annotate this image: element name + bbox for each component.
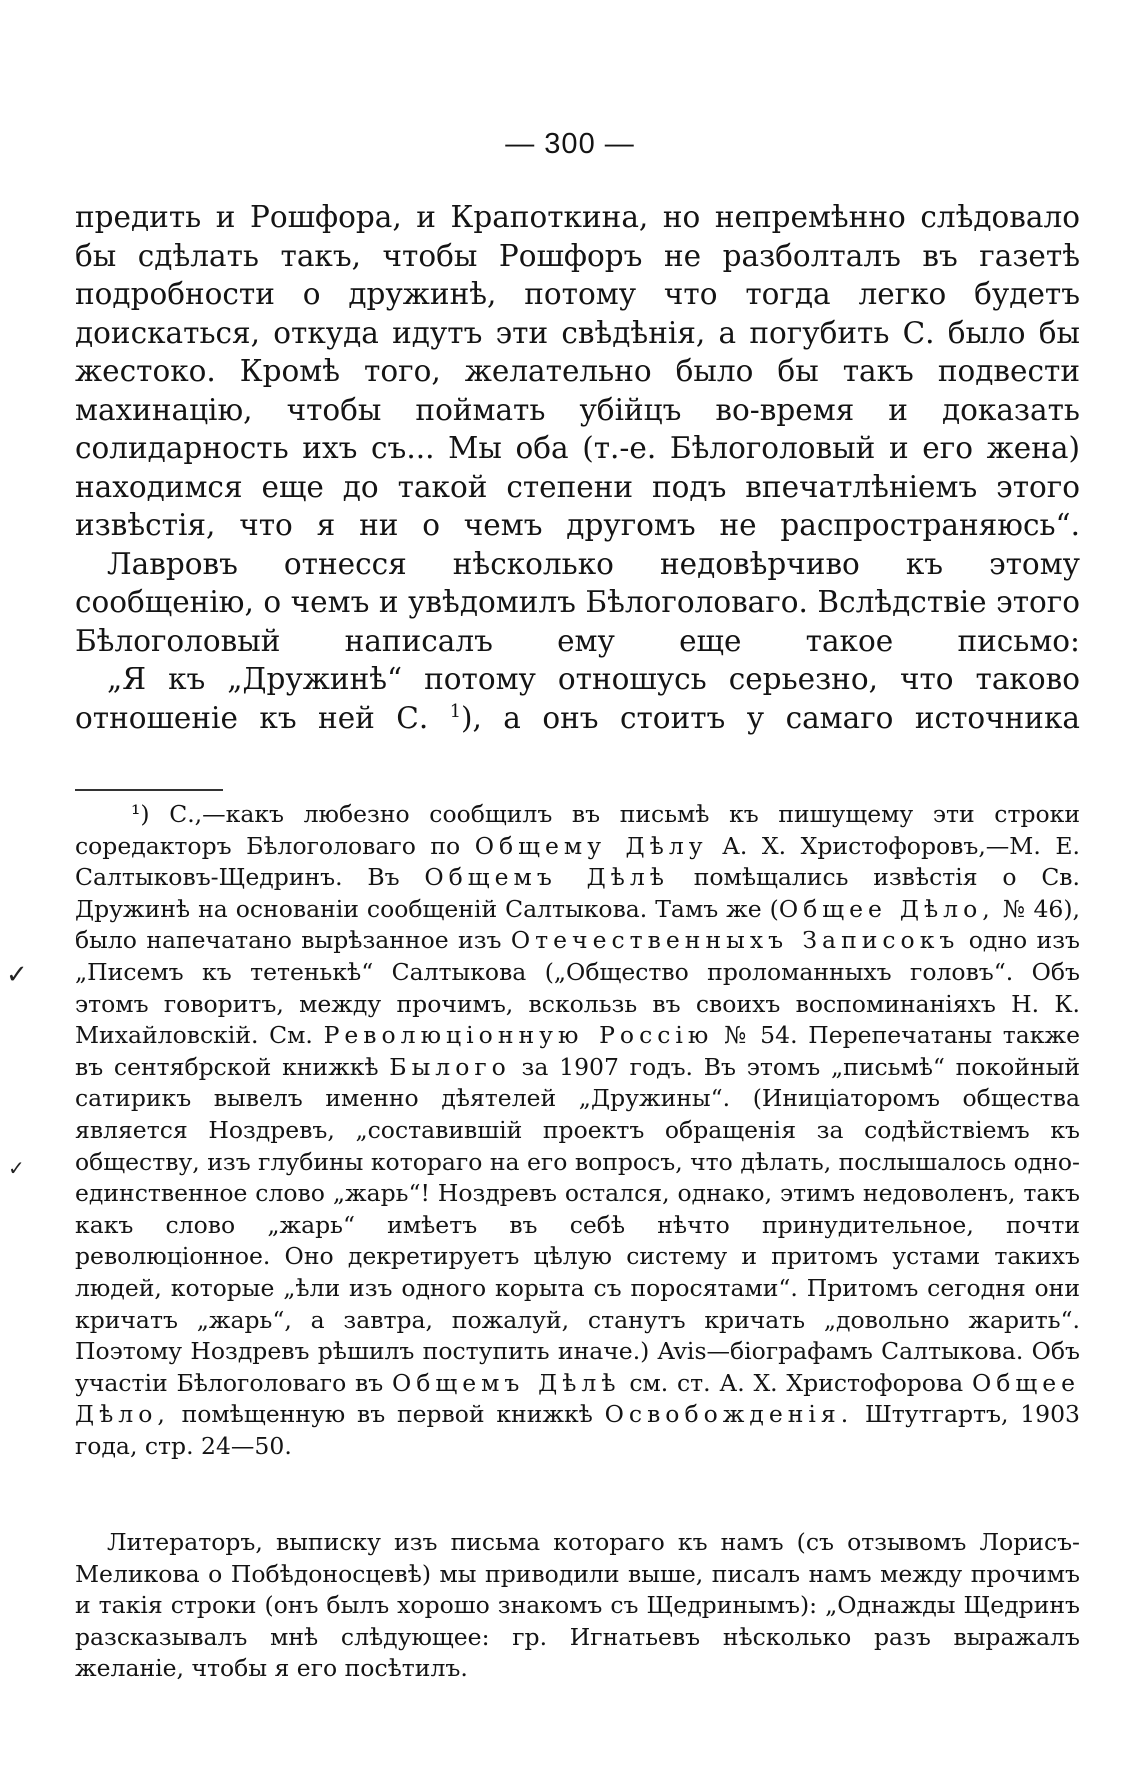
footnote-divider bbox=[75, 789, 223, 791]
footnote-text: за 1907 годъ. Въ этомъ „письмѣ“ покойный сатирикъ вывелъ именно дѣятелей „Дружины“. (Иниціаторомъ общества является Ноздревъ, „составившій проектъ обращенія за содѣйствіемъ къ обществу, изъ глубины котораго на его вопросъ, что дѣлать, послышалось одно-единственное слово „жарь“! Ноздревъ остался, однако, этимъ недоволенъ, такъ какъ слово „жарь“ имѣетъ въ себѣ нѣчто принудительное, почти революціонное. Оно декретируетъ цѣлую систему и притомъ устами такихъ людей, которые „ѣли изъ одного корыта съ поросятами“. Притомъ сегодня они кричатъ „жарь“, а завтра, пожалуй, станутъ кричать „довольно жарить“. Поэтому Ноздревъ рѣшилъ поступить иначе.) Avis—біографамъ Салтыкова. Объ участіи Бѣлоголоваго въ bbox=[75, 1052, 1080, 1397]
margin-checkmark-icon: ✓ bbox=[6, 960, 28, 990]
main-text bbox=[75, 198, 1080, 737]
paragraph-1: предить и Рошфора, и Крапоткина, но непремѣнно слѣдовало бы сдѣлать такъ, чтобы Рошфоръ не разболталъ въ газетѣ подробности о дружинѣ, потому что тогда легко будетъ доискаться, откуда идутъ эти свѣдѣнія, а погубить С. было бы жестоко. Кромѣ того, желательно было бы такъ подвести махинацію, чтобы поймать убійцъ во-время и доказать солидарность ихъ съ... Мы оба (т.-е. Бѣлоголовый и его жена) находимся еще до такой степени подъ впечатлѣніемъ этого извѣстія, что я ни о чемъ другомъ не распространяюсь“. bbox=[75, 200, 1080, 542]
footnote-text: С.,—какъ любезно сообщилъ въ письмѣ къ пишущему эти строки соредакторъ Бѣлоголоваго по bbox=[75, 800, 1080, 860]
paragraph-2: Лавровъ отнесся нѣсколько недовѣрчиво къ этому сообщенію, о чемъ и увѣдомилъ Бѣлоголоваго. Вслѣдствіе этого Бѣлоголовый написалъ ему еще такое письмо: bbox=[75, 546, 1080, 658]
footnote-spaced-title: Общемъ Дѣлѣ bbox=[424, 863, 669, 892]
footnote-text: А. Х. Христофоровъ,—М. Е. Салтыковъ-Щедринъ. Въ bbox=[75, 831, 1080, 892]
footnote-spaced-title: Освобожденія. bbox=[604, 1400, 854, 1429]
footnote-text: помѣщались извѣстія о Св. Дружинѣ на основаніи сообщеній Салтыкова. Тамъ же ( bbox=[75, 863, 1080, 923]
footnote-spaced-title: Общее Дѣло, bbox=[778, 894, 995, 923]
footnote-spaced-title: Общее Дѣло, bbox=[75, 1368, 1081, 1429]
margin-checkmark-icon: ✓ bbox=[8, 1156, 25, 1180]
footnote-text: одно изъ „Писемъ къ тетенькѣ“ Салтыкова („Общество проломанныхъ головъ“. Объ этомъ говоритъ, между прочимъ, вскользь въ своихъ воспоминаніяхъ Н. К. Михайловскій. См. bbox=[75, 926, 1080, 1050]
footnote-text: № 54. Перепечатаны также въ сентябрской книжкѣ bbox=[75, 1021, 1080, 1081]
footnote-text: № 46), было напечатано вырѣзанное изъ bbox=[75, 894, 1080, 955]
paragraph-3-text-cont: ), а онъ стоитъ у самаго источника bbox=[460, 700, 1080, 735]
footnote-reference[interactable]: 1 bbox=[449, 701, 461, 722]
footnote-spaced-title: Революціонную Россію bbox=[323, 1021, 714, 1050]
footnote-marker: ¹) bbox=[131, 800, 150, 828]
footnote-spaced-title: Общему Дѣлу bbox=[474, 831, 708, 860]
closing-paragraph bbox=[75, 1527, 1080, 1685]
paragraph-3-text: „Я къ „Дружинѣ“ потому отношусь серьезно, что таково отношеніе къ ней С. bbox=[75, 662, 1080, 735]
footnote-spaced-title: Былого bbox=[389, 1052, 511, 1081]
page-number: — 300 — bbox=[505, 128, 635, 160]
footnote-spaced-title: Общемъ Дѣлѣ bbox=[391, 1368, 621, 1397]
footnote-text: Штутгартъ, 1903 года, стр. 24—50. bbox=[75, 1400, 1080, 1460]
footnote-text: см. ст. А. Х. Христофорова bbox=[620, 1368, 972, 1397]
footnote-spaced-title: Отечественныхъ Записокъ bbox=[510, 926, 960, 955]
closing-text: Литераторъ, выписку изъ письма котораго къ намъ (съ отзывомъ Лорисъ-Меликова о Побѣдоносцевѣ) мы приводили выше, писалъ намъ между прочимъ и такія строки (онъ былъ хорошо знакомъ съ Щедринымъ): „Однажды Щедринъ разсказывалъ мнѣ слѣдующее: гр. Игнатьевъ нѣсколько разъ выражалъ желаніе, чтобы я его посѣтилъ. bbox=[75, 1528, 1080, 1683]
paragraph-3 bbox=[75, 660, 1080, 737]
footnote bbox=[75, 799, 1080, 1462]
footnote-text: помѣщенную въ первой книжкѣ bbox=[169, 1400, 605, 1429]
